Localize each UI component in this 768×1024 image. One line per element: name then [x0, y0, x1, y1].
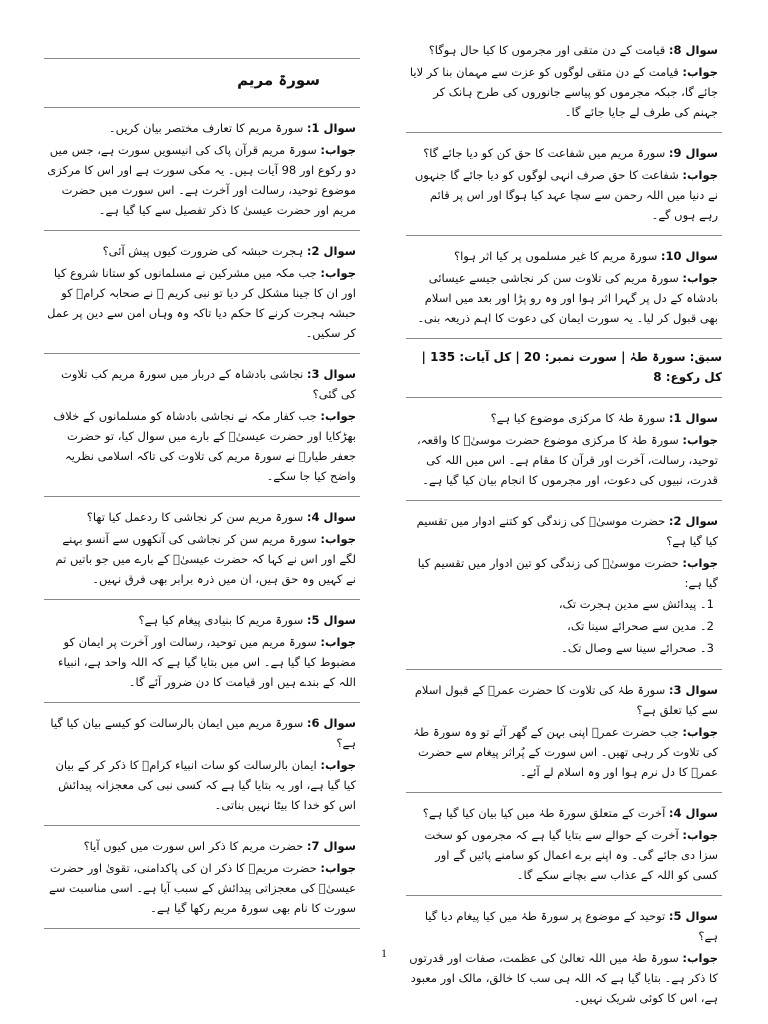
- qa-block: [406, 793, 722, 895]
- question-label: سوال 9:: [668, 146, 718, 160]
- list-item: 3۔ صحرائے سینا سے وصال تک۔: [561, 641, 714, 655]
- answer-label: جواب:: [320, 635, 356, 649]
- answer-text: حضرت مریمؑ کا ذکر ان کی پاکدامنی، تقویٰ اور حضرت عیسیٰؑ کی معجزاتی پیدائش کے سبب آیا ہے۔ اسی مناسبت سے سورت کا نام بھی سورۃ مریم رکھا گیا ہے۔: [49, 861, 356, 915]
- qa-block: [44, 354, 360, 496]
- answer-text: سورۃ طہٰ کا مرکزی موضوع حضرت موسیٰؑ کا واقعہ، توحید، رسالت، آخرت اور قرآن کا مقام ہے۔ اس میں اللہ کی قدرت، نبیوں کی دعوت، اور مجرموں کا انجام بیان کیا گیا ہے۔: [417, 433, 718, 487]
- question-text: سورۃ مریم کا تعارف مختصر بیان کریں۔: [108, 121, 304, 135]
- answer-text: قیامت کے دن متقی لوگوں کو عزت سے مہمان بنا کر لایا جائے گا، جبکہ مجرموں کو پیاسے جانوروں کی طرح ہانک کر جہنم کی طرف لے جایا جائے گا۔: [409, 65, 718, 119]
- answer-text: شفاعت کا حق صرف انہی لوگوں کو دیا جائے گا جنہوں نے دنیا میں اللہ رحمن سے سچا عہد کیا ہوگا اور اس پر قائم رہے ہوں گے۔: [414, 168, 718, 222]
- question-label: سوال 4:: [668, 806, 718, 820]
- question-text: سورۃ طہٰ کی تلاوت کا حضرت عمرؓ کے قبول اسلام سے کیا تعلق ہے؟: [414, 683, 718, 717]
- qa-block: [44, 703, 360, 825]
- divider: [44, 928, 360, 929]
- question-label: سوال 2:: [306, 244, 356, 258]
- answer-label: جواب:: [682, 65, 718, 79]
- question-text: آخرت کے متعلق سورۃ طہٰ میں کیا بیان کیا گیا ہے؟: [422, 806, 666, 820]
- answer-label: جواب:: [682, 556, 718, 570]
- answer-label: جواب:: [682, 725, 718, 739]
- question-text: سورۃ مریم میں شفاعت کا حق کن کو دیا جائے گا؟: [423, 146, 666, 160]
- answer-label: جواب:: [320, 532, 356, 546]
- answer-label: جواب:: [320, 143, 356, 157]
- qa-block: [406, 36, 722, 132]
- answer-label: جواب:: [682, 433, 718, 447]
- question-text: توحید کے موضوع پر سورۃ طہٰ میں کیا پیغام دیا گیا ہے؟: [424, 909, 718, 943]
- answer-text: جب حضرت عمرؓ اپنی بہن کے گھر آئے تو وہ سورۃ طہٰ کی تلاوت کر رہی تھیں۔ اس سورت کے پُراثر پیغام سے حضرت عمرؓ کا دل نرم ہوا اور وہ اسلام لے آئے۔: [413, 725, 718, 779]
- surah-title: سورۃ مریم: [237, 71, 320, 89]
- question-text: سورۃ مریم میں ایمان بالرسالت کو کیسے بیان کیا گیا ہے؟: [50, 716, 356, 750]
- question-label: سوال 5:: [306, 613, 356, 627]
- qa-block: [406, 670, 722, 792]
- question-text: ہجرت حبشہ کی ضرورت کیوں پیش آئی؟: [102, 244, 304, 258]
- question-label: سوال 1:: [668, 411, 718, 425]
- qa-block: [406, 398, 722, 500]
- page-number: 1: [381, 946, 387, 960]
- question-label: سوال 1:: [306, 121, 356, 135]
- qa-block: [406, 236, 722, 338]
- answer-label: جواب:: [320, 861, 356, 875]
- left-column: [44, 58, 360, 929]
- answer-text: ایمان بالرسالت کو سات انبیاء کرامؑ کا ذکر کر کے بیان کیا گیا ہے، اور یہ بتایا گیا ہے کہ کسی نبی کی معجزانہ پیدائش اس کو خدا کا بیٹا نہیں بناتی۔: [55, 758, 356, 812]
- qa-block: [406, 133, 722, 235]
- question-text: قیامت کے دن متقی اور مجرموں کا کیا حال ہوگا؟: [428, 43, 666, 57]
- answer-label: جواب:: [682, 168, 718, 182]
- qa-block: [44, 231, 360, 353]
- question-text: سورۃ مریم کا بنیادی پیغام کیا ہے؟: [138, 613, 304, 627]
- answer-text: سورۃ مریم میں توحید، رسالت اور آخرت پر ایمان کو مضبوط کیا گیا ہے۔ اس میں بتایا گیا ہے کہ اللہ واحد ہے، انبیاء اللہ کے بندے ہیں اور قیامت کا دن ضرور آئے گا۔: [57, 635, 356, 689]
- answer-label: جواب:: [320, 758, 356, 772]
- question-text: سورۃ طہٰ کا مرکزی موضوع کیا ہے؟: [490, 411, 666, 425]
- question-label: سوال 2:: [668, 514, 718, 528]
- qa-block: [44, 826, 360, 928]
- question-label: سوال 10:: [660, 249, 718, 263]
- question-label: سوال 5:: [668, 909, 718, 923]
- answer-text: سورۃ مریم کی تلاوت سن کر نجاشی جیسے عیسائی بادشاہ کے دل پر گہرا اثر ہوا اور وہ رو پڑا اور بعد میں اسلام بھی قبول کر لیا۔ یہ سورت ایمان کی دعوت کا اہم ذریعہ بنی۔: [417, 271, 718, 325]
- right-column: [406, 36, 722, 1018]
- question-label: سوال 4:: [306, 510, 356, 524]
- qa-block: [406, 501, 722, 669]
- answer-text: سورۃ مریم قرآن پاک کی انیسویں سورت ہے، جس میں دو رکوع اور 98 آیات ہیں۔ یہ مکی سورت ہے اور اس کا مرکزی موضوع توحید، رسالت اور آخرت ہے۔ اس سورت میں حضرت مریم اور حضرت عیسیٰ کا ذکر تفصیل سے کیا گیا ہے۔: [47, 143, 356, 217]
- answer-text: سورۃ مریم سن کر نجاشی کی آنکھوں سے آنسو بہنے لگے اور اس نے کہا کہ حضرت عیسیٰؑ کے بارے میں جو باتیں تم نے کہیں وہ حق ہیں، ان میں ذرہ برابر بھی فرق نہیں۔: [55, 532, 356, 586]
- question-text: سورۃ مریم سن کر نجاشی کا ردعمل کیا تھا؟: [86, 510, 304, 524]
- answer-label: جواب:: [682, 828, 718, 842]
- qa-block: [44, 497, 360, 599]
- answer-label: جواب:: [682, 271, 718, 285]
- question-label: سوال 7:: [306, 839, 356, 853]
- answer-text: جب مکہ میں مشرکین نے مسلمانوں کو ستانا شروع کیا اور ان کا جینا مشکل کر دیا تو نبی کریم ﷺ نے صحابہ کرامؓ کو حبشہ ہجرت کرنے کا حکم دیا تاکہ وہ وہاں امن سے دین پر عمل کر سکیں۔: [47, 266, 356, 340]
- list-item: 1۔ پیدائش سے مدین ہجرت تک،: [558, 597, 714, 611]
- answer-text: حضرت موسیٰؑ کی زندگی کو تین ادوار میں تقسیم کیا گیا ہے:: [417, 556, 718, 590]
- lesson-title: سبق: سورۃ طہٰ | سورت نمبر: 20 | کل آیات: 135 | کل رکوع: 8: [421, 350, 722, 384]
- question-text: حضرت مریم کا ذکر اس سورت میں کیوں آیا؟: [83, 839, 304, 853]
- question-text: حضرت موسیٰؑ کی زندگی کو کتنے ادوار میں تقسیم کیا گیا ہے؟: [416, 514, 718, 548]
- list-item: 2۔ مدین سے صحرائے سینا تک،: [567, 619, 714, 633]
- answer-label: جواب:: [682, 951, 718, 965]
- answer-text: جب کفار مکہ نے نجاشی بادشاہ کو مسلمانوں کے خلاف بھڑکایا اور حضرت عیسیٰؑ کے بارے میں سوال کیا، تو حضرت جعفر طیارؓ نے سورۃ مریم کی تلاوت کی تاکہ اسلامی نظریہ واضح کیا جا سکے۔: [53, 409, 356, 483]
- qa-block: [44, 600, 360, 702]
- question-text: نجاشی بادشاہ کے دربار میں سورۃ مریم کب تلاوت کی گئی؟: [61, 367, 356, 401]
- question-label: سوال 6:: [306, 716, 356, 730]
- answer-label: جواب:: [320, 266, 356, 280]
- answer-text: آخرت کے حوالے سے بتایا گیا ہے کہ مجرموں کو سخت سزا دی جائے گی۔ وہ اپنے برے اعمال کو سامنے پائیں گے اور کسی کو اللہ کے عذاب سے بچانے سکے گا۔: [424, 828, 718, 882]
- question-text: سورۃ مریم کا غیر مسلموں پر کیا اثر ہوا؟: [454, 249, 658, 263]
- question-label: سوال 8:: [668, 43, 718, 57]
- qa-block: [44, 108, 360, 230]
- question-label: سوال 3:: [668, 683, 718, 697]
- question-label: سوال 3:: [306, 367, 356, 381]
- answer-label: جواب:: [320, 409, 356, 423]
- answer-text: سورۃ طہٰ میں اللہ تعالیٰ کی عظمت، صفات اور قدرتوں کا ذکر ہے۔ بتایا گیا ہے کہ اللہ ہی سب کا خالق، مالک اور معبود ہے، اس کا کوئی شریک نہیں۔: [409, 951, 718, 1005]
